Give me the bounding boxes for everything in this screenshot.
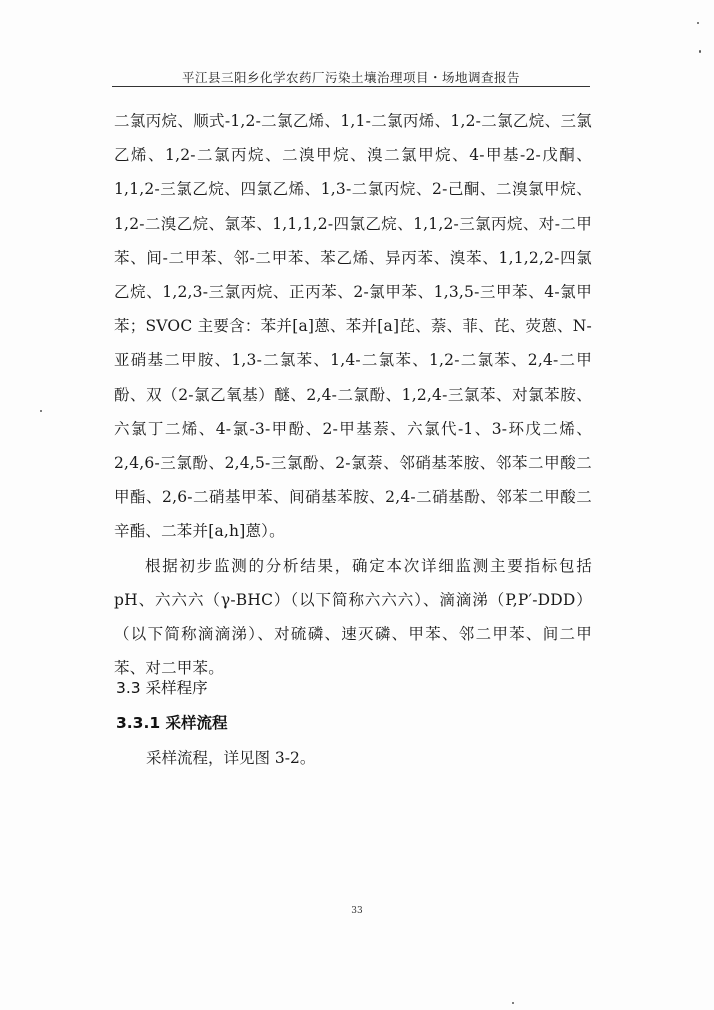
scan-speck: [697, 22, 699, 24]
page-number: 33: [351, 906, 363, 916]
scan-speck: [512, 1002, 514, 1004]
sampling-flow-text: 采样流程，详见图 3-2。: [146, 749, 316, 767]
scan-speck: [40, 410, 42, 412]
body-text: [114, 104, 592, 685]
paragraph-voc-svoc-list: 二氯丙烷、顺式-1,2-二氯乙烯、1,1-二氯丙烯、1,2-二氯乙烷、三氯乙烯、1,2-二氯丙烷、二溴甲烷、溴二氯甲烷、4-甲基-2-戊酮、1,1,2-三氯乙烷、四氯乙烯、1,3-二氯丙烷、2-己酮、二溴氯甲烷、1,2-二溴乙烷、氯苯、1,1,1,2-四氯乙烷、1,1,2-三氯丙烷、对-二甲苯、间-二甲苯、邻-二甲苯、苯乙烯、异丙苯、溴苯、1,1,2,2-四氯乙烷、1,2,3-三氯丙烷、正丙苯、2-氯甲苯、1,3,5-三甲苯、4-氯甲苯；SVOC 主要含：苯并[a]蒽、苯并[a]芘、萘、菲、芘、荧蒽、N-亚硝基二甲胺、1,3-二氯苯、1,4-二氯苯、1,2-二氯苯、2,4-二甲酚、双（2-氯乙氧基）醚、2,4-二氯酚、1,2,4-三氯苯、对氯苯胺、六氯丁二烯、4-氯-3-甲酚、2-甲基萘、六氯代-1、3-环戊二烯、2,4,6-三氯酚、2,4,5-三氯酚、2-氯萘、邻硝基苯胺、邻苯二甲酸二甲酯、2,6-二硝基甲苯、间硝基苯胺、2,4-二硝基酚、邻苯二甲酸二辛酯、二苯并[a,h]蒽）。: [114, 112, 592, 541]
scan-speck: [699, 50, 701, 53]
running-header: 平江县三阳乡化学农药厂污染土壤治理项目・场地调查报告: [181, 70, 520, 85]
header-rule: [112, 86, 590, 87]
paragraph-monitoring-indicators: 根据初步监测的分析结果，确定本次详细监测主要指标包括 pH、六六六（γ-BHC）（以下简称六六六）、滴滴涕（P,P′-DDD）（以下简称滴滴涕）、对硫磷、速灭磷、甲苯、邻二甲苯、间二甲苯、对二甲苯。: [114, 556, 592, 678]
section-heading-3-3-1: 3.3.1 采样流程: [116, 714, 228, 732]
section-heading-3-3: 3.3 采样程序: [116, 679, 208, 697]
